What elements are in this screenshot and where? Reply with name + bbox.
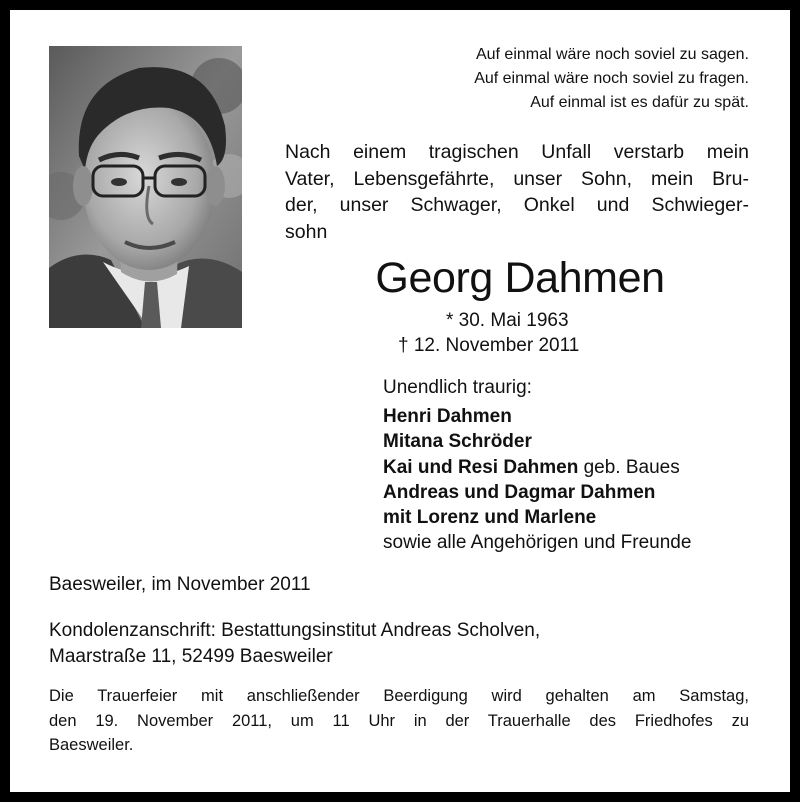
address-line: Maarstraße 11, 52499 Baesweiler [49, 646, 333, 667]
funeral-line: Baesweiler. [49, 736, 134, 754]
mourner-entry [383, 455, 691, 480]
intro-line: der, unser Schwager, Onkel und Schwieger- [285, 194, 749, 216]
condolence-address [49, 618, 540, 670]
mourners-heading: Unendlich traurig: [383, 377, 532, 398]
deceased-name: Georg Dahmen [375, 254, 665, 302]
funeral-line: den 19. November 2011, um 11 Uhr in der Trauerhalle des Friedhofes zu [49, 711, 749, 730]
mourner-entry [383, 505, 691, 530]
intro-line: sohn [285, 220, 328, 243]
poem-line: Auf einmal ist es dafür zu spät. [530, 94, 749, 111]
mourner-entry [383, 530, 691, 555]
mourner-name: Mitana Schröder [383, 431, 532, 453]
address-line: Kondolenzanschrift: Bestattungsinstitut Andreas Scholven, [49, 620, 541, 641]
portrait-photo [49, 46, 242, 328]
mourner-name: Kai und Resi Dahmen [383, 456, 579, 478]
mourner-entry [383, 480, 691, 505]
intro-line: Vater, Lebensgefährte, unser Sohn, mein Bru- [285, 167, 749, 190]
birth-date: * 30. Mai 1963 [446, 310, 569, 331]
poem-line: Auf einmal wäre noch soviel zu fragen. [474, 70, 749, 87]
death-date: † 12. November 2011 [398, 335, 580, 356]
mourner-entry [383, 404, 691, 429]
intro-text [285, 139, 749, 245]
poem-line: Auf einmal wäre noch soviel zu sagen. [475, 46, 749, 63]
mourner-note: geb. Baues [578, 456, 680, 478]
mourner-name: Henri Dahmen [383, 406, 512, 427]
mourner-name: Andreas und Dagmar Dahmen [383, 481, 656, 503]
mourner-name: mit Lorenz und Marlene [383, 507, 597, 529]
mourner-entry [383, 429, 691, 454]
funeral-line: Die Trauerfeier mit anschließender Beerdigung wird gehalten am Samstag, [49, 687, 749, 705]
place-date: Baesweiler, im November 2011 [49, 574, 311, 595]
poem [340, 43, 749, 115]
mourner-note: sowie alle Angehörigen und Freunde [383, 532, 692, 554]
intro-line: Nach einem tragischen Unfall verstarb mein [285, 141, 749, 163]
mourners-list [383, 404, 691, 556]
funeral-notice [49, 684, 749, 758]
